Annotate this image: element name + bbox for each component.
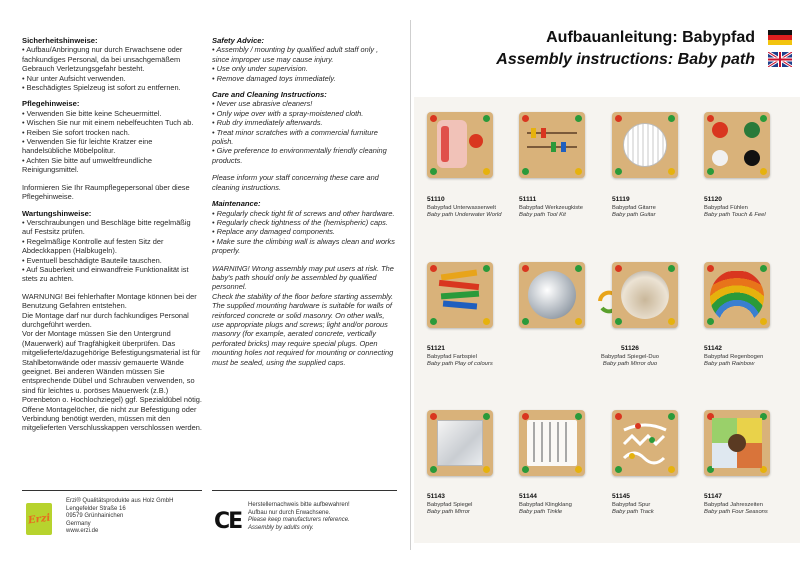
product-caption: [575, 346, 685, 367]
maintenance-line-de: • Eventuell beschädigte Bauteile tauschen.: [22, 255, 162, 265]
product-caption: [704, 346, 794, 367]
care-heading-de: Pflegehinweise:: [22, 99, 80, 109]
product-number: 51144: [519, 493, 537, 500]
product-name-de: Babypfad Spiegel-Duo: [600, 353, 659, 360]
address-line: Lengefelder Straße 16: [66, 505, 126, 512]
product-caption: [519, 197, 609, 218]
maintenance-heading-de: Wartungshinweise:: [22, 208, 92, 218]
care-note-de: Informieren Sie Ihr Raumpflegepersonal über diese Pflegehinweise.: [22, 182, 190, 202]
product-number: 51120: [704, 196, 722, 203]
tinkle-tile: [519, 410, 585, 476]
product-number: 51126: [621, 345, 639, 352]
product-name-de: Babypfad Klingklang: [519, 501, 572, 508]
care-line-en: • Never use abrasive cleaners!: [212, 99, 313, 109]
company-address: [66, 498, 173, 536]
product-caption: [427, 346, 517, 367]
care-heading-en: Care and Cleaning Instructions:: [212, 90, 327, 100]
hint-line-en: Please keep manufacturers reference.: [248, 517, 350, 524]
logo-text: Erzi: [27, 511, 51, 527]
hint-line-de: Aufbau nur durch Erwachsene.: [248, 509, 331, 516]
uk-flag-icon: [768, 52, 792, 67]
safety-heading-en: Safety Advice:: [212, 36, 265, 45]
page-title-de: Aufbauanleitung: Babypfad: [546, 29, 755, 46]
track-tile: [612, 410, 678, 476]
english-instructions-column: [212, 36, 397, 367]
care-line-de: • Achten Sie bitte auf umweltfreundliche Reinigungsmittel.: [22, 155, 152, 175]
address-line: www.erzi.de: [66, 528, 99, 535]
product-number: 51143: [427, 493, 445, 500]
care-line-en: • Only wipe over with a spray-moistened cloth.: [212, 108, 364, 118]
product-name-de: Babypfad Gitarre: [612, 204, 656, 211]
underwater-tile: [427, 112, 493, 178]
product-number: 51145: [612, 493, 630, 500]
product-name-en: Baby path Underwater World: [427, 211, 502, 218]
seasons-tile: [704, 410, 770, 476]
product-caption: [519, 494, 609, 515]
rainbow-tile: [704, 262, 770, 328]
product-name-en: Baby path Mirror: [427, 508, 470, 515]
maintenance-line-de: • Regelmäßige Kontrolle auf festen Sitz der Abdeckkappen (Halbkugeln).: [22, 236, 164, 256]
address-line: Erzi® Qualitätsprodukte aus Holz GmbH: [66, 498, 174, 504]
ce-mark-icon: CE: [214, 509, 242, 534]
warning-text-de: WARNUNG! Bei fehlerhafter Montage können bei der Benutzung Gefahren entstehen.: [22, 291, 197, 311]
product-name-de: Babypfad Spur: [612, 501, 651, 508]
address-line: Germany: [66, 520, 91, 527]
product-name-de: Babypfad Spiegel: [427, 501, 473, 508]
product-name-en: Baby path Tinkle: [519, 508, 563, 515]
product-name-de: Babypfad Farbspiel: [427, 353, 477, 360]
product-name-de: Babypfad Fühlen: [704, 204, 748, 211]
product-name-en: Baby path Rainbow: [704, 360, 755, 367]
german-flag-icon: [768, 30, 792, 45]
product-name-en: Baby path Four Seasons: [704, 508, 768, 515]
care-line-de: • Verwenden Sie für leichte Kratzer eine handelsübliche Möbelpolitur.: [22, 137, 153, 156]
product-name-en: Baby path Guitar: [612, 211, 656, 218]
page-title-en: Assembly instructions: Baby path: [496, 51, 755, 68]
care-note-en: Please inform your staff concerning these care and cleaning instructions.: [212, 173, 379, 192]
page-fold-line: [410, 20, 411, 550]
care-line-en: • Treat minor scratches with a commercial furniture polish.: [212, 127, 378, 147]
mirror-duo-tile-concave: [612, 262, 678, 328]
product-name-en: Baby path Mirror duo: [602, 360, 658, 367]
care-line-en: • Rub dry immediately afterwards.: [212, 118, 323, 128]
product-name-de: Babypfad Unterwasserwelt: [427, 204, 496, 211]
address-line: 09579 Grünhainichen: [66, 513, 124, 520]
german-instructions-column: [22, 36, 202, 433]
product-number: 51111: [519, 196, 537, 203]
product-name-en: Baby path Play of colours: [427, 360, 493, 367]
product-name-de: Babypfad Werkzeugkiste: [519, 204, 584, 211]
product-caption: [704, 197, 794, 218]
mirror-tile: [427, 410, 493, 476]
product-caption: [427, 494, 517, 515]
maintenance-heading-en: Maintenance:: [212, 199, 261, 209]
maintenance-line-de: • Verschraubungen und Beschläge bitte regelmäßig auf Festsitz prüfen.: [22, 217, 191, 237]
care-line-de: • Reiben Sie sofort trocken nach.: [22, 127, 130, 137]
product-name-en: Baby path Tool Kit: [519, 211, 566, 218]
warning-text-de: Die Montage darf nur durch fachkundiges Personal durchgeführt werden.: [22, 310, 189, 329]
product-name-de: Babypfad Jahreszeiten: [704, 501, 763, 508]
product-name-de: Babypfad Regenbogen: [704, 353, 764, 360]
maintenance-line-en: • Make sure the climbing wall is always clean and works properly.: [212, 236, 395, 256]
maintenance-line-en: • Regularly check tight fit of screws and other hardware.: [212, 208, 395, 218]
product-number: 51147: [704, 493, 722, 500]
product-caption: [704, 494, 794, 515]
footer-divider: [212, 490, 397, 491]
care-line-en: • Give preference to environmentally friendly cleaning products.: [212, 146, 387, 165]
product-name-en: Baby path Touch & Feel: [704, 211, 766, 218]
safety-line-de: • Aufbau/Anbringung nur durch Erwachsene oder fachkundiges Personal, da bei unsachgemäßem Gebrauch Verletzungsgefahr besteht.: [22, 45, 183, 74]
erzi-logo-icon: [26, 503, 52, 535]
product-number: 51119: [612, 196, 630, 203]
maintenance-line-en: • Regularly check tightness of the (hemispheric) caps.: [212, 217, 388, 227]
safety-line-en: • Assembly / mounting by qualified adult staff only , since improper use may cause injury.: [212, 45, 379, 64]
product-number: 51121: [427, 345, 445, 352]
safety-line-de: • Nur unter Aufsicht verwenden.: [22, 73, 126, 83]
safety-line-en: • Remove damaged toys immediately.: [212, 73, 336, 83]
safety-line-en: • Use only under supervision.: [212, 64, 308, 74]
maintenance-line-en: • Replace any damaged components.: [212, 227, 335, 237]
safety-line-de: • Beschädigtes Spielzeug ist sofort zu entfernen.: [22, 83, 181, 93]
guitar-tile: [612, 112, 678, 178]
manufacturer-hint: [248, 502, 350, 532]
warning-text-en: WARNING! Wrong assembly may put users at risk. The baby's path should only be assembled by qualified personnel.: [212, 263, 394, 292]
care-line-de: • Wischen Sie nur mit einem nebelfeuchten Tuch ab.: [22, 118, 194, 128]
mirror-duo-tile-convex: [519, 262, 585, 328]
warning-text-de: Vor der Montage müssen Sie den Untergrund (Mauerwerk) auf Tragfähigkeit überprüfen. Das mitgelieferte/dazugehörige Befestigungsmaterial ist für Stahlbetonwände oder massiv gemauerte Wände geeignet. Bei anderen Wänden müssen Sie entsprechende Dübel und Schrauben verwenden, so sind für leichtes u. poröses Mauerwerk (z.B.) Porenbeton o. Hochlochziegel) ggf. Spezialdübel nötig. Offene Montagelöcher, die nicht zur Befestigung oder Verbindung benötigt werden, müssen mit den mitgelieferten Verschlusskappen verschlossen werden.: [22, 329, 202, 433]
product-number: 51142: [704, 345, 722, 352]
hint-line-en: Assembly by adults only.: [248, 524, 314, 531]
colours-tile: [427, 262, 493, 328]
hint-line-de: Herstellernachweis bitte aufbewahren!: [248, 502, 350, 508]
product-caption: [427, 197, 517, 218]
care-line-de: • Verwenden Sie bitte keine Scheuermittel.: [22, 108, 162, 118]
product-caption: [612, 494, 702, 515]
product-number: 51110: [427, 196, 445, 203]
toolkit-tile: [519, 112, 585, 178]
maintenance-line-de: • Auf Sauberkeit und einwandfreie Funktionalität ist stets zu achten.: [22, 264, 189, 284]
product-name-en: Baby path Track: [612, 508, 654, 515]
touch-feel-tile: [704, 112, 770, 178]
product-caption: [612, 197, 702, 218]
footer-divider: [22, 490, 202, 491]
warning-text-en: Check the stability of the floor before starting assembly. The supplied mounting hardware is suitable for walls of reinforced concrete or solid masonry. On other walls, use appropriate plugs and screws; light and/or porous masonry (for example, aerated concrete, vertically perforated bricks) may require special plugs. Open mounting holes not required for mounting or connecting must be sealed, using the supplied caps.: [212, 291, 394, 367]
safety-heading-de: Sicherheitshinweise:: [22, 36, 98, 45]
